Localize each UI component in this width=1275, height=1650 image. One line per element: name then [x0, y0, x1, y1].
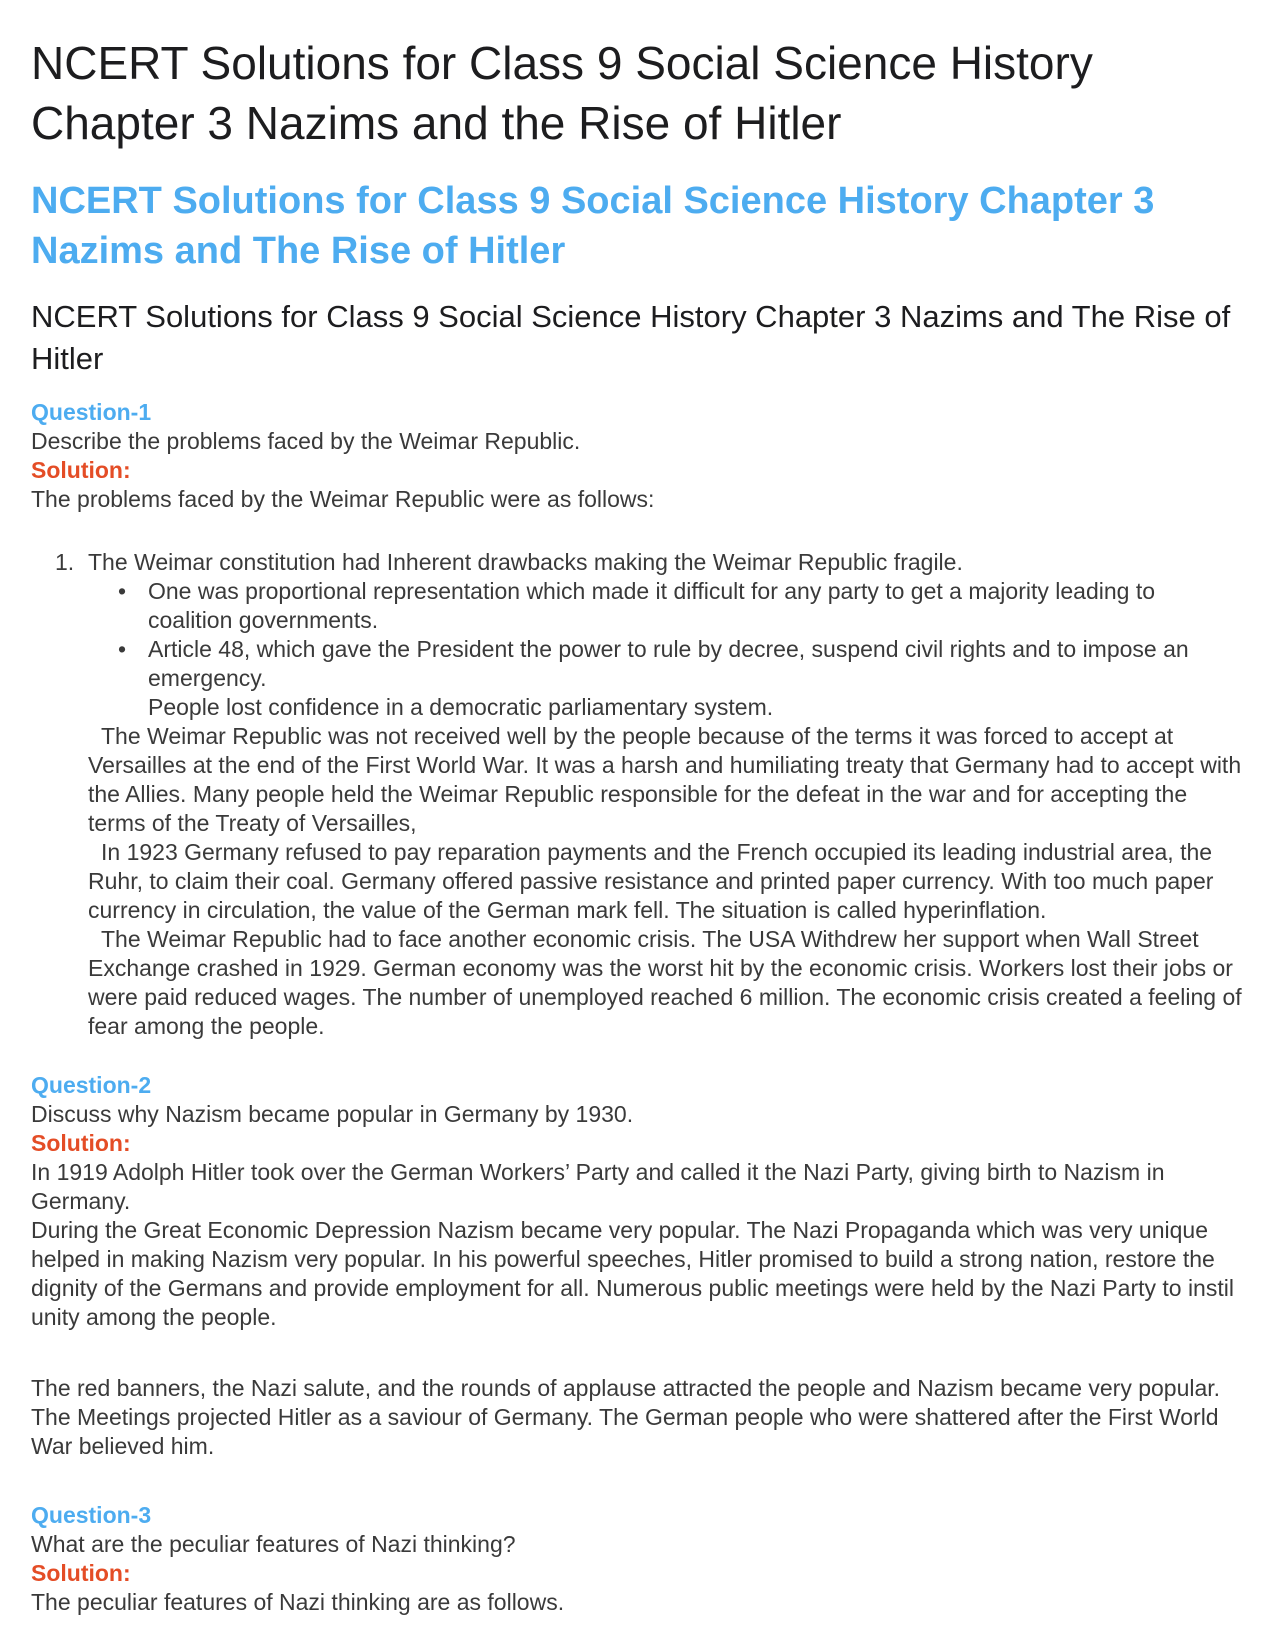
list-item-body — [88, 548, 1245, 1041]
answer-paragraph: In 1923 Germany refused to pay reparation payments and the French occupied its leading industrial area, the Ruhr, to claim their coal. Germany offered passive resistance and printed paper currency. With too much paper currency in circulation, the value of the German mark fell. The situation is called hyperinflation. — [88, 838, 1214, 923]
bullet-continuation-line: People lost confidence in a democratic parliamentary system. — [148, 693, 774, 720]
question-block-1 — [31, 398, 1245, 1041]
answer-paragraph: During the Great Economic Depression Nazism became very popular. The Nazi Propaganda which was very unique helped in making Nazism very popular. In his powerful speeches, Hitler promised to build a strong nation, restore the dignity of the Germans and provide employment for all. Numerous public meetings were held by the Nazi Party to instil unity among the people. — [31, 1216, 1234, 1330]
answer-paragraph: The Weimar Republic was not received well by the people because of the terms it was forced to accept at Versailles at the end of the First World War. It was a harsh and humiliating treaty that Germany had to accept with the Allies. Many people held the Weimar Republic responsible for the defeat in the war and for accepting the terms of the Treaty of Versailles, — [88, 722, 1242, 836]
bullet-item: • One was proportional representation which made it difficult for any party to get a majority leading to coalition governments. — [88, 577, 1245, 635]
solution-label: Solution: — [31, 456, 131, 483]
section-heading: NCERT Solutions for Class 9 Social Science History Chapter 3 Nazims and The Rise of Hitler — [31, 298, 1231, 376]
question-text: Describe the problems faced by the Weimar Republic. — [31, 427, 581, 454]
answer-paragraph: The peculiar features of Nazi thinking are as follows. — [31, 1588, 565, 1615]
question-block-2 — [31, 1071, 1245, 1461]
answer-paragraph: The Weimar Republic had to face another economic crisis. The USA Withdrew her support when Wall Street Exchange crashed in 1929. German economy was the worst hit by the economic crisis. Workers lost their jobs or were paid reduced wages. The number of unemployed reached 6 million. The economic crisis created a feeling of fear among the people. — [88, 925, 1242, 1039]
solution-label: Solution: — [31, 1129, 131, 1156]
question-text: Discuss why Nazism became popular in Germany by 1930. — [31, 1100, 634, 1127]
question-block-3 — [31, 1501, 1245, 1617]
list-item — [31, 548, 1245, 1041]
list-item-text: The Weimar constitution had Inherent drawbacks making the Weimar Republic fragile. — [88, 548, 963, 575]
solution-label: Solution: — [31, 1559, 131, 1586]
question-text: What are the peculiar features of Nazi thinking? — [31, 1530, 516, 1557]
answer-list — [31, 548, 1245, 1041]
page-title: NCERT Solutions for Class 9 Social Science History Chapter 3 Nazims and the Rise of Hitler — [31, 37, 1093, 149]
section-heading-blue: NCERT Solutions for Class 9 Social Science History Chapter 3 Nazims and The Rise of Hitler — [31, 179, 1155, 272]
question-label: Question-1 — [31, 398, 152, 425]
question-label: Question-2 — [31, 1071, 152, 1098]
bullet-item: • Article 48, which gave the President the power to rule by decree, suspend civil rights and to impose an emergency. — [88, 635, 1245, 693]
answer-paragraph: The red banners, the Nazi salute, and the rounds of applause attracted the people and Nazism became very popular. The Meetings projected Hitler as a saviour of Germany. The German people who were shattered after the First World War believed him. — [31, 1374, 1221, 1459]
question-label: Question-3 — [31, 1501, 152, 1528]
list-number: 1. — [55, 548, 75, 575]
answer-paragraph: In 1919 Adolph Hitler took over the German Workers’ Party and called it the Nazi Party, giving birth to Nazism in Germany. — [31, 1158, 1165, 1214]
answer-intro: The problems faced by the Weimar Republic were as follows: — [31, 485, 655, 512]
